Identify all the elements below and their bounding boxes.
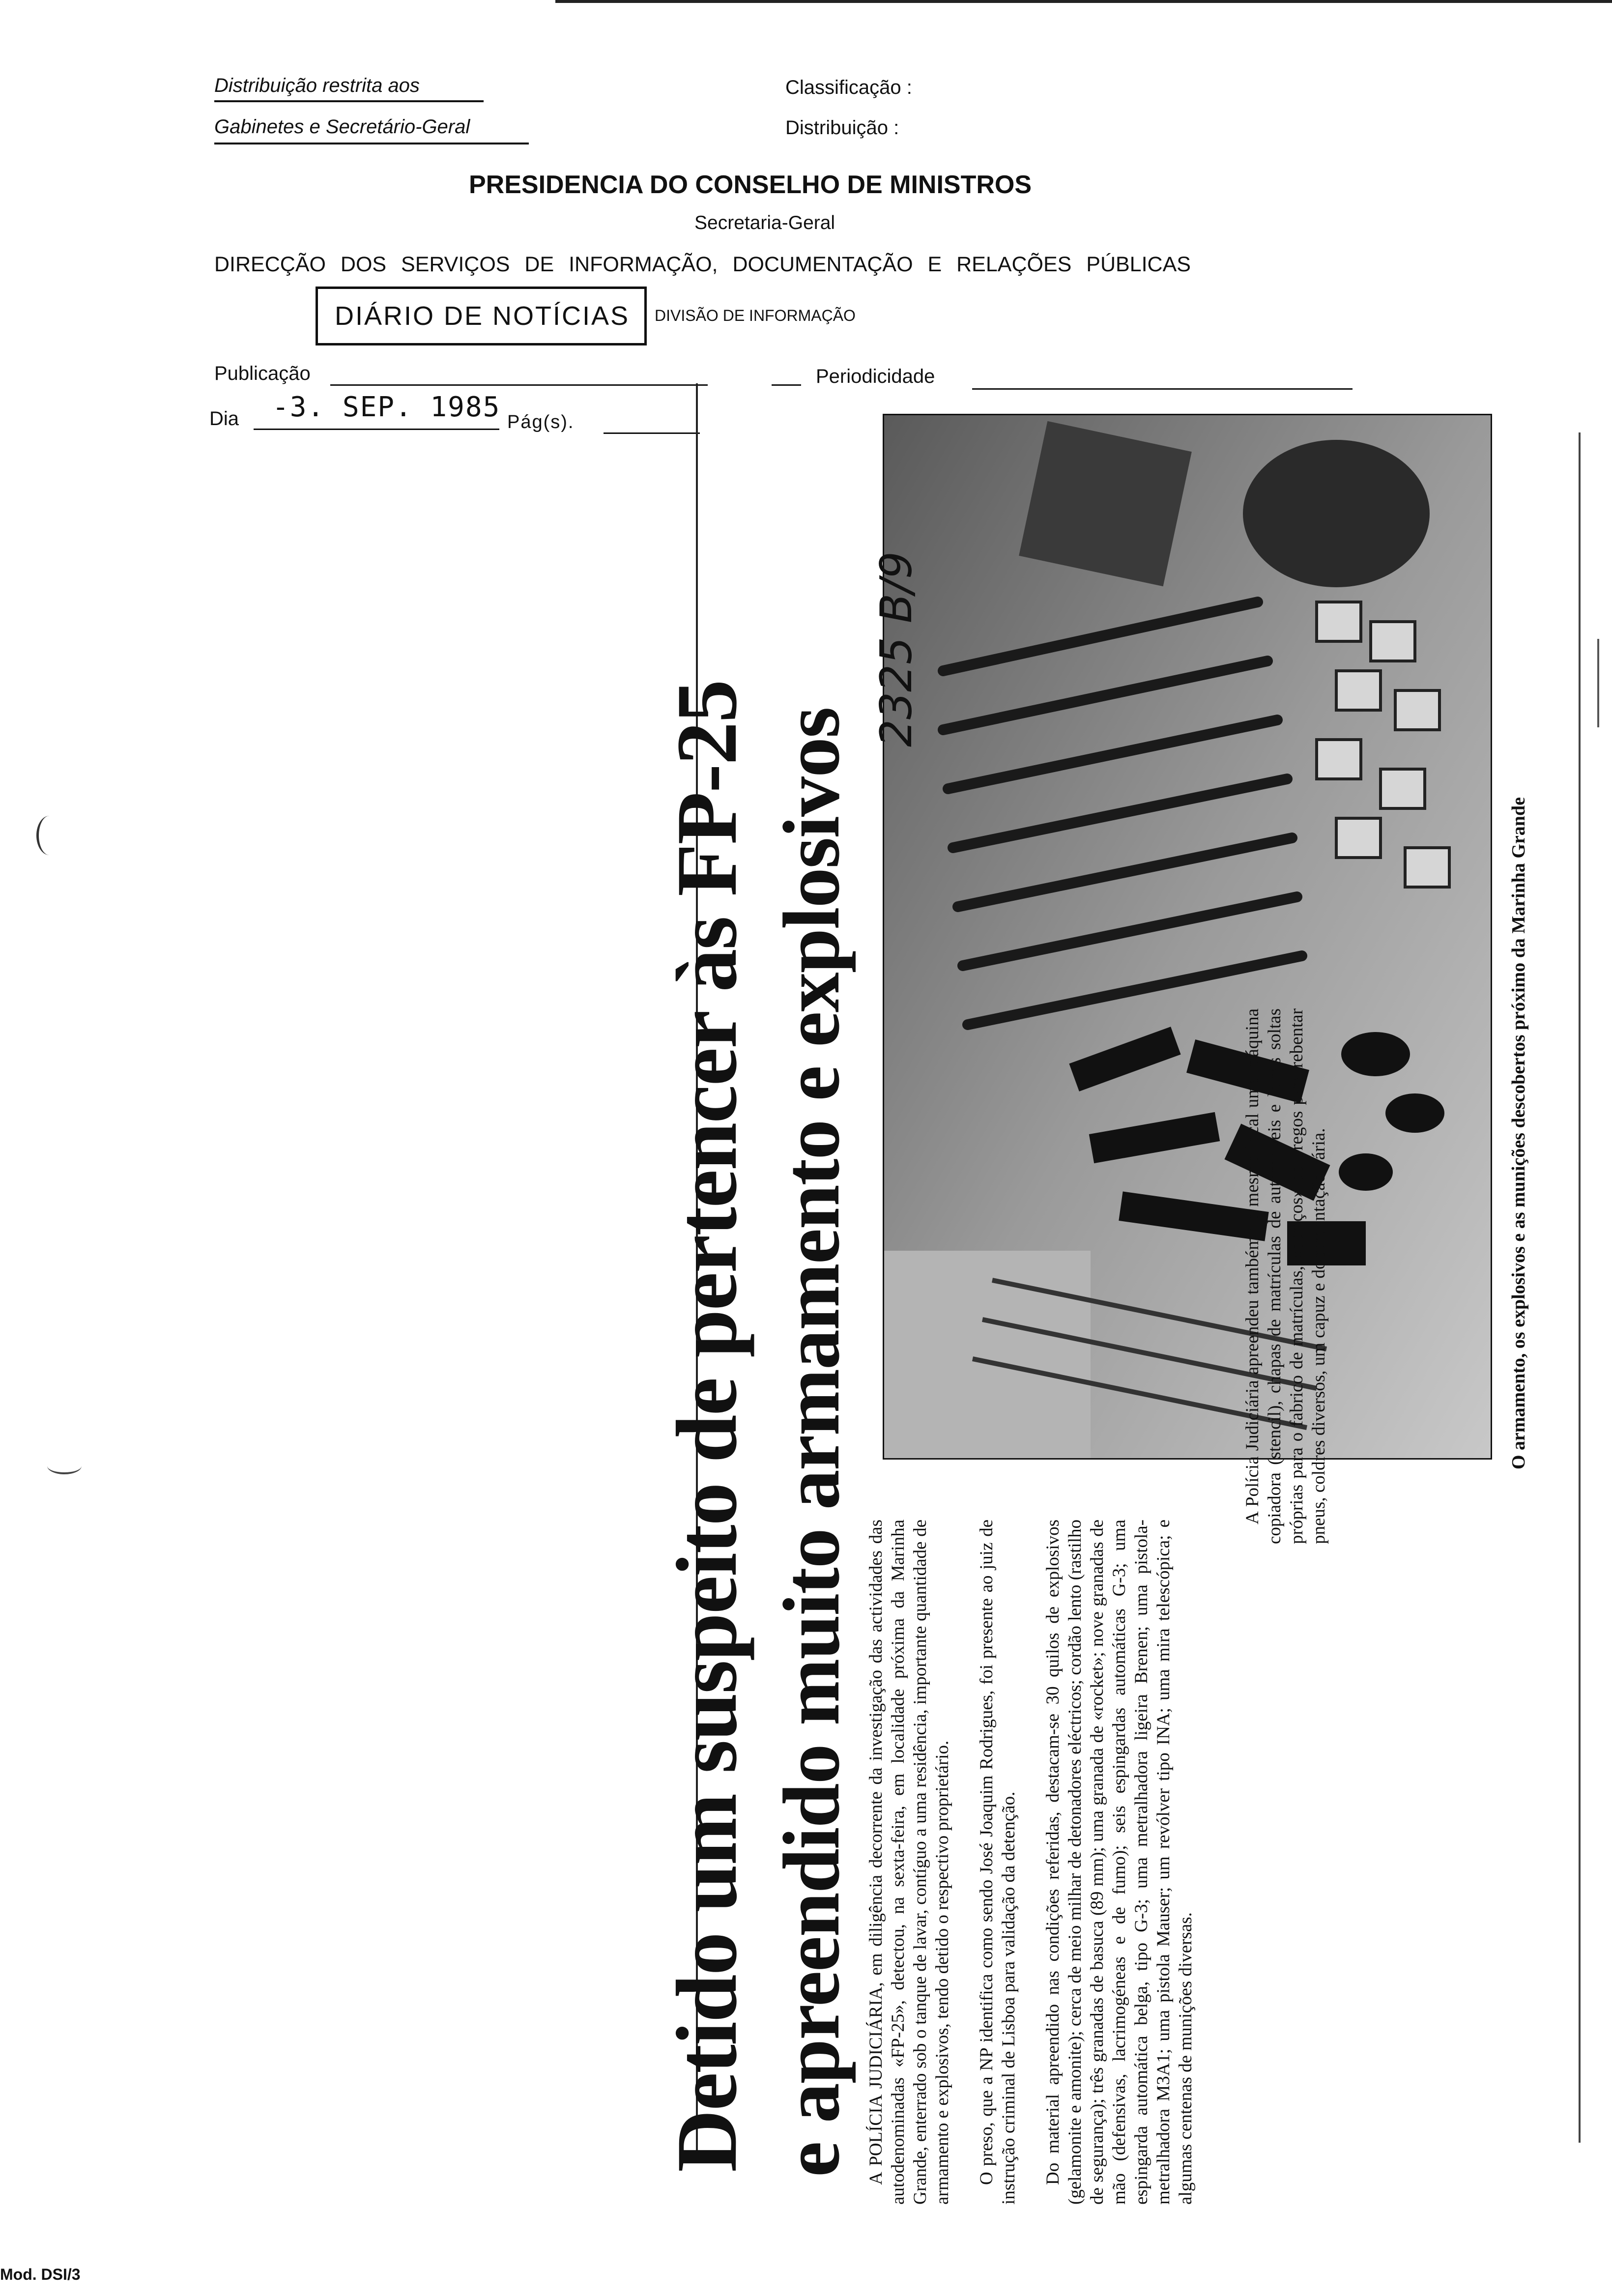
periodicity-line [972, 388, 1353, 390]
pages-line [604, 432, 700, 434]
article-paragraph: A Polícia Judiciária apreendeu também no mesmo local uma máquina copiadora (stencil), chapas de matrículas de automóveis e letras soltas próprias para o fabrico de matrículas, «ouriços» de pregos para rebentar pneus, coldres diversos, um capuz e documentação vária. [1242, 1008, 1329, 1544]
scan-mark [36, 816, 62, 855]
photo-caption: O armamento, os explosivos e as munições descobertos próximo da Marinha Grande [1508, 797, 1529, 1469]
secretariat: Secretaria-Geral [694, 212, 835, 233]
publication-label: Publicação [214, 363, 311, 384]
directorate-line: DIRECÇÃO DOS SERVIÇOS DE INFORMAÇÃO, DOCUMENTAÇÃO E RELAÇÕES PÚBLICAS [214, 253, 1191, 276]
article-paragraph: Do material apreendido nas condições referidas, destacam-se 30 quilos de explosivos (gelamonite e amonite); cerca de meio milhar de detonadores eléctricos; cordão lento (rastilho de segurança); três granadas de basuca (89 mm); uma granada de «rocket»; nove granadas de mão (defensivas, lacrimogéneas e de fumo); seis espingardas automáticas G-3; uma espingarda automática belga, tipo G-3; uma metralhadora ligeira Brenen; uma pistola-metralhadora M3A1; uma pistola Mauser; um revólver tipo INA; uma mira telescópica; e algumas centenas de munições diversas. [1043, 1520, 1196, 2205]
article-paragraph: O preso, que a NP identifica como sendo José Joaquim Rodrigues, foi presente ao juiz de instrução criminal de Lisboa para validação da detenção. [977, 1520, 1019, 2205]
article-paragraph: A POLÍCIA JUDICIÁRIA, em diligência decorrente da investigação das actividades das autodenominadas «FP-25», detectou, na sexta-feira, em localidade próxima da Marinha Grande, enterrado sob o tanque de lavar, contíguo a uma residência, importante quantidade de armamento e explosivos, tendo detido o respectivo proprietário. [866, 1520, 952, 2205]
weapons-photo-graphic [884, 415, 1491, 1458]
clipping-border-right [1579, 432, 1581, 2143]
newspaper-stamp [316, 287, 647, 345]
distribution-label: Distribuição : [785, 117, 899, 139]
headline-line-1: Detido um suspeito de pertencer às FP-25 [659, 680, 755, 2172]
handwritten-note: 2325 B/9 [871, 551, 921, 747]
scan-mark [1597, 639, 1599, 727]
weapons-photo [883, 414, 1492, 1460]
classification-label: Classificação : [785, 77, 912, 98]
headline-line-2: e apreendido muito armamento e explosivos [767, 708, 856, 2177]
day-line [254, 429, 499, 430]
restricted-underline-1 [214, 100, 484, 102]
restricted-line-1: Distribuição restrita aos [214, 75, 420, 96]
periodicity-dash [772, 384, 801, 386]
date-stamp: -3. SEP. 1985 [272, 391, 501, 423]
periodicity-label: Periodicidade [816, 366, 935, 387]
article-column-2 [1241, 1008, 1330, 1544]
day-label: Dia [209, 408, 239, 430]
form-code: Mod. DSI/3 [0, 2266, 81, 2283]
division-label: DIVISÃO DE INFORMAÇÃO [655, 307, 856, 324]
publication-line [330, 384, 708, 386]
newspaper-stamp-text: DIÁRIO DE NOTÍCIAS [335, 301, 630, 331]
scan-mark [47, 1458, 82, 1474]
pages-label: Pág(s). [507, 412, 575, 432]
org-title: PRESIDENCIA DO CONSELHO DE MINISTROS [469, 171, 1032, 199]
restricted-line-2: Gabinetes e Secretário-Geral [214, 116, 470, 138]
article-column-1 [865, 1520, 1197, 2205]
top-edge-line [555, 0, 1612, 3]
restricted-underline-2 [214, 143, 529, 144]
